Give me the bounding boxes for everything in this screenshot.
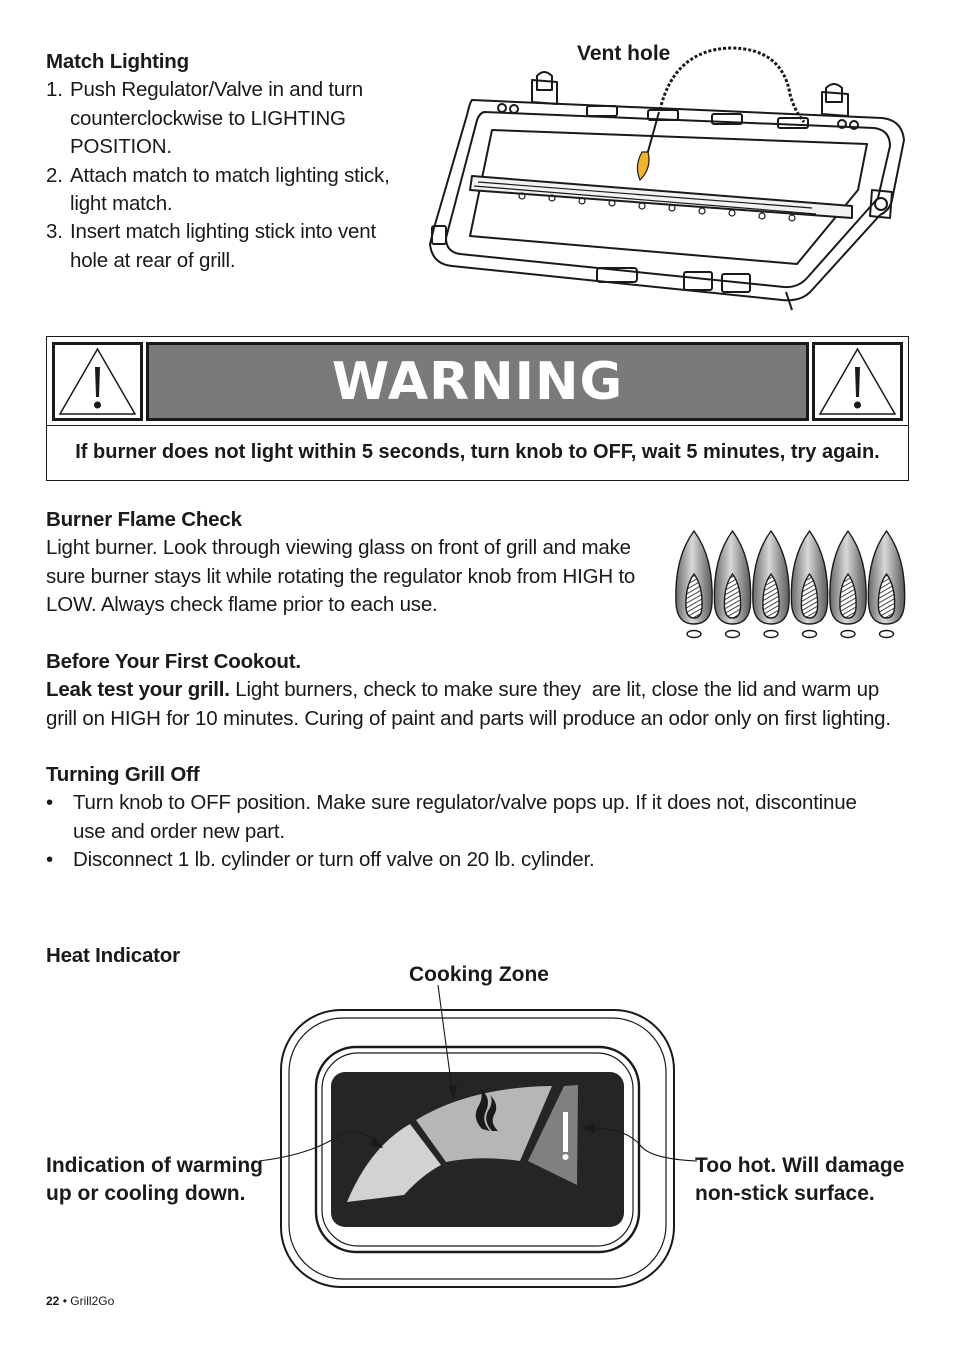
- first-cookout-line-2: grill on HIGH for 10 minutes. Curing of paint and parts will produce an odor only on first lighting.: [46, 706, 891, 730]
- turning-off-title: Turning Grill Off: [46, 763, 200, 786]
- first-cookout-section: [46, 648, 916, 733]
- turning-off-section: [46, 761, 916, 875]
- warning-triangle-icon: [815, 345, 900, 418]
- list-item: • Disconnect 1 lb. cylinder or turn off valve on 20 lb. cylinder.: [46, 848, 595, 872]
- flame-check-title: Burner Flame Check: [46, 508, 242, 531]
- warning-text: If burner does not light within 5 seconds, turn knob to OFF, wait 5 minutes, try again.: [75, 441, 880, 463]
- warming-label: Indication of warming up or cooling down.: [46, 1154, 264, 1205]
- leak-test-lead: Leak test your grill.: [46, 678, 230, 702]
- too-hot-label: Too hot. Will damage non-stick surface.: [695, 1154, 905, 1205]
- warning-banner-text: WARNING: [331, 351, 624, 412]
- first-cookout-line-1: Leak test your grill. Light burners, check to make sure they are lit, close the lid and warm up: [46, 678, 880, 702]
- match-lighting-title: Match Lighting: [46, 50, 189, 73]
- page-number: 22: [46, 1294, 60, 1308]
- warning-header: [47, 337, 908, 426]
- burner-flames-illustration: [672, 528, 912, 644]
- list-item: • Turn knob to OFF position. Make sure regulator/valve pops up. If it does not, discontinue use and order new part.: [46, 791, 857, 843]
- warning-triangle-icon: [55, 345, 140, 418]
- cooking-zone-label: Cooking Zone: [409, 963, 549, 986]
- burner-port: [726, 631, 740, 638]
- burner-port: [841, 631, 855, 638]
- first-cookout-title: Before Your First Cookout.: [46, 650, 301, 673]
- warning-box: [46, 336, 909, 481]
- step-1: 1. Push Regulator/Valve in and turn counterclockwise to LIGHTING POSITION.: [46, 78, 363, 159]
- burner-port: [880, 631, 894, 638]
- match-lighting-section: [46, 48, 406, 275]
- warning-banner: [146, 342, 809, 421]
- match-lighting-steps: [46, 76, 406, 275]
- flame-check-line: Light burner. Look through viewing glass on front of grill and make: [46, 536, 631, 560]
- step-2: 2. Attach match to match lighting stick, light match.: [46, 163, 390, 216]
- vent-hole-label: Vent hole: [577, 42, 671, 65]
- flame-check-line: LOW. Always check flame prior to each use.: [46, 593, 438, 617]
- turning-off-list: [46, 789, 916, 874]
- burner-port: [764, 631, 778, 638]
- warning-triangle-left: [52, 342, 143, 421]
- burner-port: [687, 631, 701, 638]
- page-footer: 22 • Grill2Go: [46, 1294, 115, 1308]
- heat-indicator-illustration: [250, 985, 710, 1295]
- step-3: 3. Insert match lighting stick into vent hole at rear of grill.: [46, 220, 376, 272]
- heat-indicator-title: Heat Indicator: [46, 944, 180, 967]
- flame-check-section: [46, 506, 656, 620]
- product-name: Grill2Go: [70, 1294, 115, 1308]
- warning-triangle-right: [812, 342, 903, 421]
- burner-port: [803, 631, 817, 638]
- grill-frame-illustration: [412, 40, 914, 315]
- flame-check-line: sure burner stays lit while rotating the regulator knob from HIGH to: [46, 564, 636, 588]
